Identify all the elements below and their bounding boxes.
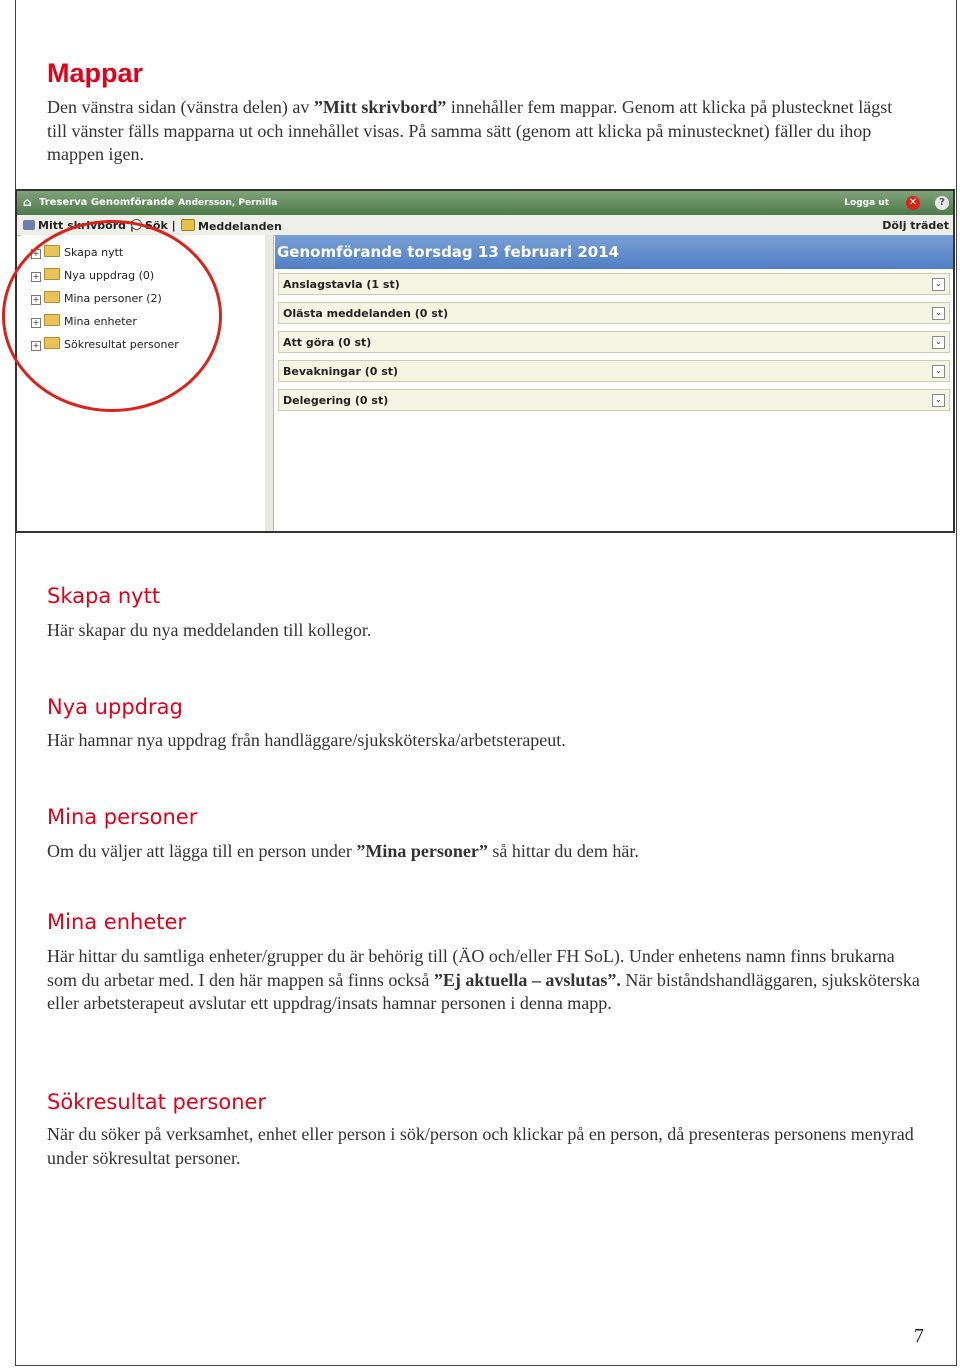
user-name: Andersson, Pernilla [178, 198, 278, 208]
tree-splitter[interactable] [265, 235, 274, 531]
main-header: Genomförande torsdag 13 februari 2014 [275, 235, 953, 269]
chevron-down-icon[interactable]: ⌄ [932, 307, 945, 320]
main-panel [275, 235, 953, 531]
heading-mina-personer: Mina personer [47, 805, 198, 829]
intro-text-bold: ”Mitt skrivbord” [313, 97, 447, 117]
chevron-down-icon[interactable]: ⌄ [932, 365, 945, 378]
section-anslagstavla[interactable]: Anslagstavla (1 st) ⌄ [278, 273, 950, 295]
folder-icon [44, 314, 60, 326]
chevron-down-icon[interactable]: ⌄ [932, 394, 945, 407]
expand-plus-icon[interactable]: + [32, 249, 40, 258]
home-icon[interactable]: ⌂ [23, 195, 32, 209]
section-delegering[interactable]: Delegering (0 st) ⌄ [278, 389, 950, 411]
expand-plus-icon[interactable]: + [32, 318, 40, 327]
body-mina-enheter: Här hittar du samtliga enheter/grupper du är behörig till (ÄO och/eller FH SoL). Under enhetens namn finns brukarna som du arbetar med. I den här mappen så finns också ”Ej aktuella – avslutas”. När biståndshandläggaren, sjuksköterska eller arbetsterapeut avslutar ett uppdrag/insats hamnar personen i denna mapp. [47, 946, 920, 1013]
folder-icon [44, 268, 60, 280]
expand-plus-icon[interactable]: + [32, 341, 40, 350]
expand-plus-icon[interactable]: + [32, 272, 40, 281]
body-skapa-nytt: Här skapar du nya meddelanden till kollegor. [47, 620, 372, 640]
help-icon[interactable]: ? [935, 196, 949, 210]
hide-tree-button[interactable]: Dölj trädet [882, 219, 949, 232]
desk-icon [23, 220, 35, 230]
folder-icon [44, 245, 60, 257]
menu-mitt-skrivbord[interactable]: Mitt skrivbord [23, 219, 134, 232]
folder-icon [44, 291, 60, 303]
heading-mina-enheter: Mina enheter [47, 910, 187, 934]
close-icon[interactable]: ✕ [906, 196, 920, 210]
section-bevakningar[interactable]: Bevakningar (0 st) ⌄ [278, 360, 950, 382]
menu-sok[interactable]: Sök | [131, 219, 176, 232]
chevron-down-icon[interactable]: ⌄ [932, 278, 945, 291]
menu-meddelanden[interactable]: Meddelanden [181, 219, 282, 233]
app-title: Treserva Genomförande Andersson, Pernilla [39, 197, 278, 208]
section-att-gora[interactable]: Att göra (0 st) ⌄ [278, 331, 950, 353]
body-mina-personer: Om du väljer att lägga till en person under ”Mina personer” så hittar du dem här. [47, 841, 639, 861]
chevron-down-icon[interactable]: ⌄ [932, 336, 945, 349]
app-screenshot [15, 189, 955, 533]
intro-text-post: innehåller fem mappar. Genom att klicka på plustecknet lägst till vänster fälls mapparna ut och innehållet visas. På samma sätt (genom att klicka på minustecknet) fäller du ihop mappen igen. [47, 97, 893, 164]
page-number: 7 [914, 1325, 924, 1347]
heading-skapa-nytt: Skapa nytt [47, 584, 161, 608]
tree-item-sokresultat[interactable]: + Sökresultat personer [32, 338, 179, 351]
tree-item-nya-uppdrag[interactable]: + Nya uppdrag (0) [32, 269, 155, 282]
body-sokresultat: När du söker på verksamhet, enhet eller person i sök/person och klickar på en person, då presenteras personens menyrad under sökresultat personer. [47, 1124, 914, 1168]
tree-item-skapa-nytt[interactable]: + Skapa nytt [32, 246, 124, 259]
folder-tree [21, 235, 266, 531]
heading-sokresultat: Sökresultat personer [47, 1090, 267, 1114]
tree-item-mina-enheter[interactable]: + Mina enheter [32, 315, 137, 328]
heading-nya-uppdrag: Nya uppdrag [47, 695, 183, 719]
app-menubar [17, 215, 953, 236]
intro-paragraph [47, 96, 907, 167]
expand-plus-icon[interactable]: + [32, 295, 40, 304]
app-titlebar [17, 191, 953, 215]
body-nya-uppdrag: Här hamnar nya uppdrag från handläggare/sjuksköterska/arbetsterapeut. [47, 730, 566, 750]
intro-text-pre: Den vänstra sidan (vänstra delen) av [47, 97, 314, 117]
mail-icon [181, 219, 195, 231]
page-title: Mappar [47, 58, 144, 88]
section-olasta-meddelanden[interactable]: Olästa meddelanden (0 st) ⌄ [278, 302, 950, 324]
folder-icon [44, 337, 60, 349]
logout-link[interactable]: Logga ut [844, 198, 889, 208]
search-icon [131, 219, 142, 230]
tree-item-mina-personer[interactable]: + Mina personer (2) [32, 292, 162, 305]
